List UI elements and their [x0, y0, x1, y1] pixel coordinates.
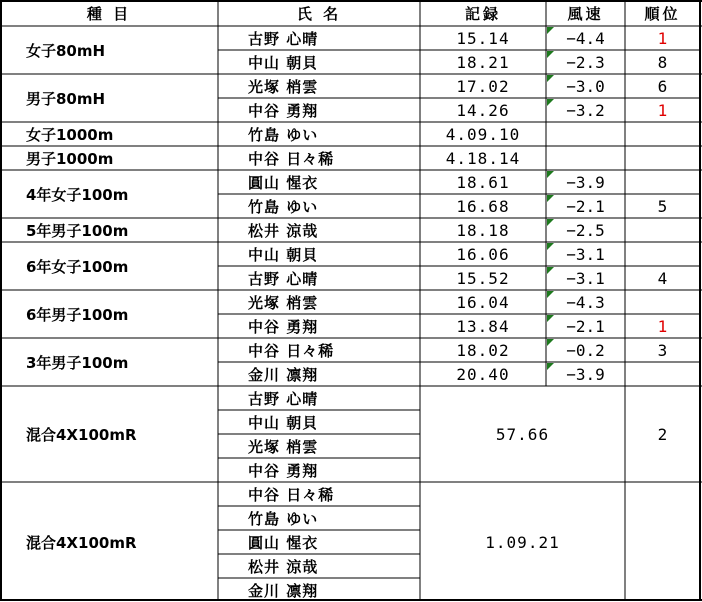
relay-record-value: 57.66: [495, 424, 550, 444]
wind-value: −2.5: [566, 220, 605, 240]
rank-value: 6: [657, 76, 668, 96]
record-value: 18.02: [456, 340, 510, 360]
record-value: 16.04: [456, 292, 510, 312]
record-value: 17.02: [456, 76, 510, 96]
rank-value: [625, 146, 700, 170]
record-value: 15.52: [456, 268, 510, 288]
athlete-name: 金川 凛翔: [248, 365, 319, 384]
comment-marker-icon: [547, 291, 554, 298]
event-name: 3年男子100m: [26, 353, 129, 372]
comment-marker-icon: [547, 243, 554, 250]
header-name: 氏 名: [296, 4, 342, 23]
header-event: 種 目: [86, 4, 132, 23]
event-name: 混合4X100mR: [26, 425, 137, 444]
athlete-name: 圓山 惺衣: [248, 533, 319, 552]
athlete-name: 中山 朝貝: [248, 53, 319, 72]
event-name: 男子1000m: [26, 149, 114, 168]
rank-value: 8: [657, 52, 668, 72]
athlete-name: 古野 心晴: [248, 389, 319, 408]
event-name: 6年女子100m: [26, 257, 129, 276]
event-name: 5年男子100m: [26, 221, 129, 240]
athlete-name: 竹島 ゆい: [248, 197, 319, 216]
wind-value: −4.4: [566, 28, 605, 48]
event-name: 混合4X100mR: [26, 533, 137, 552]
rank-value: 1: [657, 316, 668, 336]
comment-marker-icon: [547, 75, 554, 82]
record-value: 4.18.14: [445, 148, 521, 168]
rank-value: [625, 290, 700, 314]
rank-value: 1: [657, 100, 668, 120]
athlete-name: 松井 涼哉: [248, 557, 319, 576]
wind-value: −3.0: [566, 76, 605, 96]
comment-marker-icon: [547, 363, 554, 370]
athlete-name: 中谷 勇翔: [248, 101, 319, 120]
record-value: 18.61: [456, 172, 510, 192]
athlete-name: 竹島 ゆい: [248, 125, 319, 144]
rank-value: [625, 242, 700, 266]
rank-value: [625, 362, 700, 386]
rank-value: 1: [657, 28, 668, 48]
rank-value: 3: [657, 340, 668, 360]
athlete-name: 中谷 日々稀: [248, 341, 335, 360]
comment-marker-icon: [547, 315, 554, 322]
wind-value: −2.3: [566, 52, 605, 72]
athlete-name: 中谷 日々稀: [248, 149, 335, 168]
athlete-name: 光塚 梢雲: [248, 77, 319, 96]
event-name: 女子80mH: [26, 41, 106, 60]
record-value: 4.09.10: [445, 124, 521, 144]
event-name: 男子80mH: [26, 89, 106, 108]
header-wind: 風速: [567, 4, 604, 23]
record-value: 13.84: [456, 316, 510, 336]
wind-value: −0.2: [566, 340, 605, 360]
record-value: 16.06: [456, 244, 510, 264]
header-record: 記録: [464, 4, 501, 23]
comment-marker-icon: [547, 171, 554, 178]
rank-value: [625, 218, 700, 242]
wind-value: −4.3: [566, 292, 605, 312]
wind-value: −3.1: [566, 244, 605, 264]
comment-marker-icon: [547, 339, 554, 346]
record-value: 18.18: [456, 220, 510, 240]
rank-value: 5: [657, 196, 668, 216]
athlete-name: 光塚 梢雲: [248, 437, 319, 456]
athlete-name: 竹島 ゆい: [248, 509, 319, 528]
event-name: 6年男子100m: [26, 305, 129, 324]
record-value: 20.40: [456, 364, 510, 384]
comment-marker-icon: [547, 27, 554, 34]
header-rank: 順位: [644, 4, 681, 23]
comment-marker-icon: [547, 219, 554, 226]
athlete-name: 中山 朝貝: [248, 245, 319, 264]
relay-rank-value: [625, 482, 700, 602]
rank-value: 4: [657, 268, 668, 288]
athlete-name: 古野 心晴: [248, 269, 319, 288]
record-value: 15.14: [456, 28, 510, 48]
wind-value: −2.1: [566, 316, 605, 336]
athlete-name: 中谷 勇翔: [248, 461, 319, 480]
athlete-name: 中山 朝貝: [248, 413, 319, 432]
comment-marker-icon: [547, 195, 554, 202]
record-value: 14.26: [456, 100, 510, 120]
event-name: 女子1000m: [26, 125, 114, 144]
athlete-name: 光塚 梢雲: [248, 293, 319, 312]
wind-value: −3.9: [566, 172, 605, 192]
athlete-name: 中谷 勇翔: [248, 317, 319, 336]
wind-value: −3.2: [566, 100, 605, 120]
rank-value: [625, 170, 700, 194]
athlete-name: 中谷 日々稀: [248, 485, 335, 504]
comment-marker-icon: [547, 51, 554, 58]
athlete-name: 古野 心晴: [248, 29, 319, 48]
record-value: 16.68: [456, 196, 510, 216]
comment-marker-icon: [547, 99, 554, 106]
athlete-name: 金川 凛翔: [248, 581, 319, 600]
relay-record-value: 1.09.21: [485, 532, 560, 552]
wind-value: −2.1: [566, 196, 605, 216]
athlete-name: 圓山 惺衣: [248, 173, 319, 192]
record-value: 18.21: [456, 52, 510, 72]
comment-marker-icon: [547, 267, 554, 274]
athlete-name: 松井 涼哉: [248, 221, 319, 240]
wind-value: −3.1: [566, 268, 605, 288]
rank-value: [625, 122, 700, 146]
relay-rank-value: 2: [657, 424, 668, 444]
wind-value: −3.9: [566, 364, 605, 384]
event-name: 4年女子100m: [26, 185, 129, 204]
